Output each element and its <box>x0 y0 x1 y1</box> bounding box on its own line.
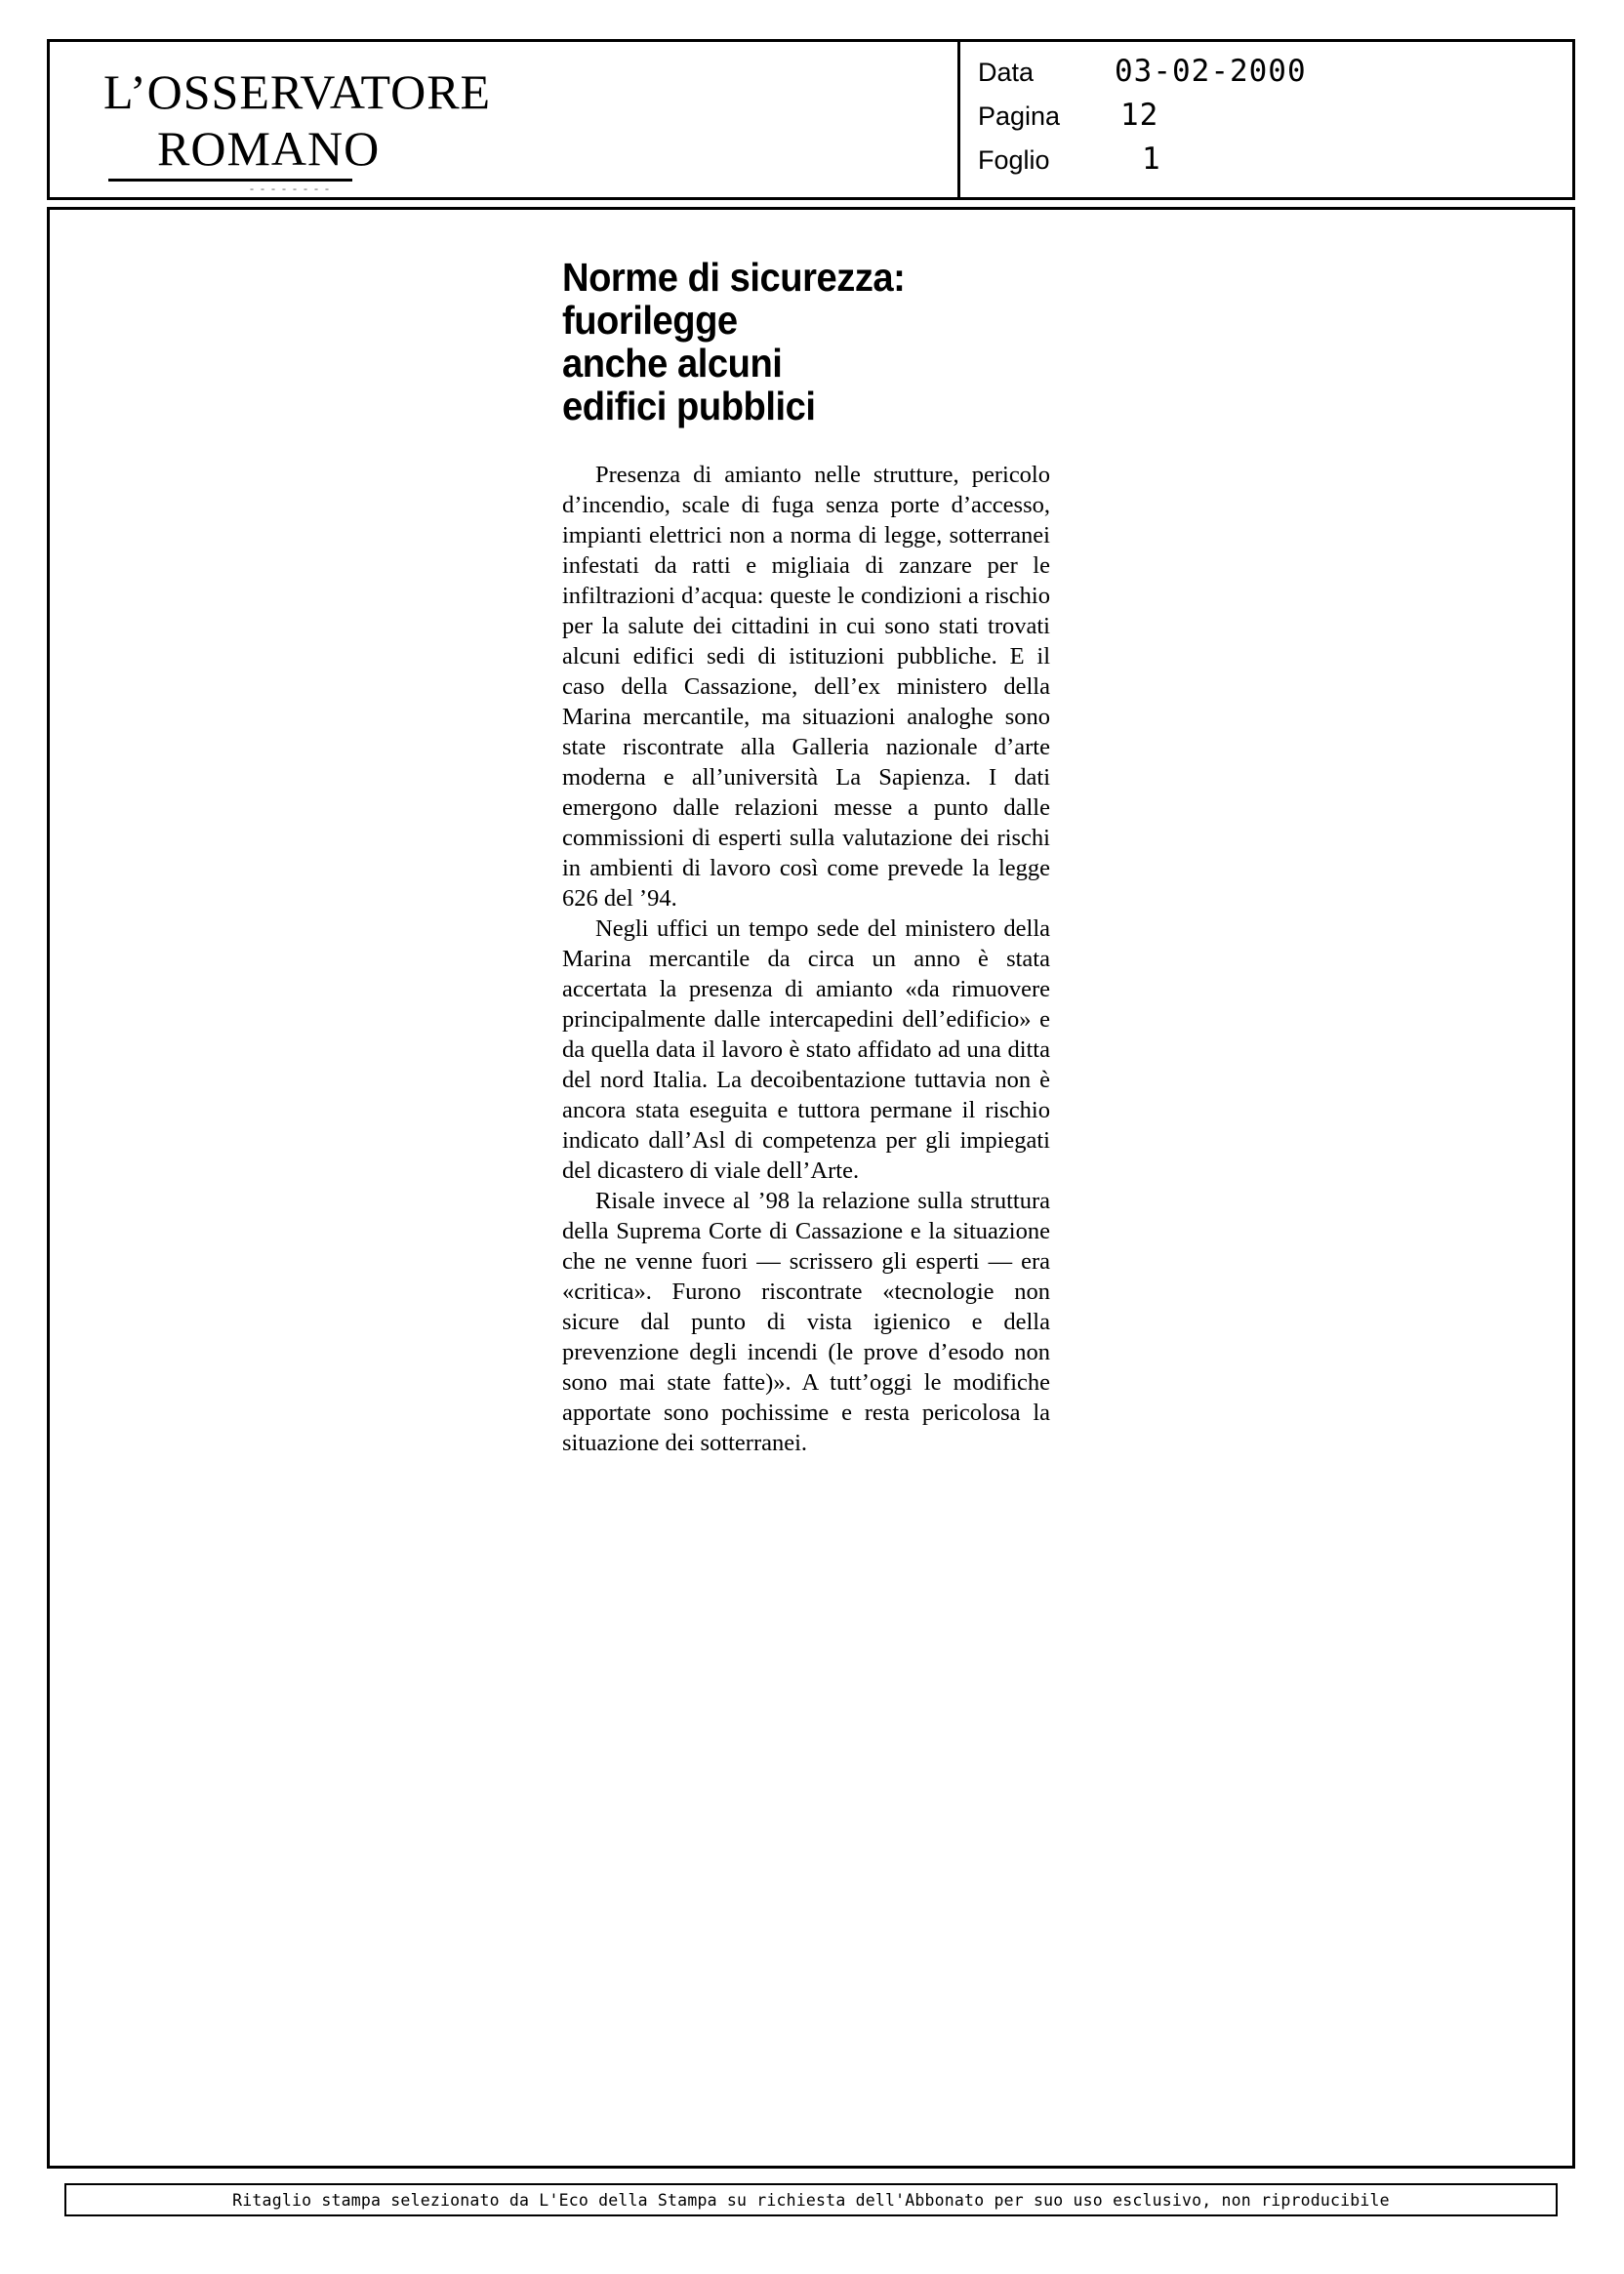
headline-line-2: fuorilegge <box>562 297 738 343</box>
metadata-row-data <box>978 54 1572 98</box>
metadata-value-data: 03-02-2000 <box>1115 54 1307 89</box>
metadata-value-foglio: 1 <box>1142 142 1161 177</box>
masthead-line-2: ROMANO <box>157 121 381 176</box>
clipping-metadata <box>957 42 1572 197</box>
metadata-row-foglio <box>978 142 1572 185</box>
article-body <box>562 461 1050 1458</box>
article-paragraph: Risale invece al ’98 la relazione sulla struttura della Suprema Corte di Cassazione e la situazione che ne venne fuori — scrissero gli esperti — era «critica». Furono riscontrate «tecnologie non sicure dal punto di vista igienico e della prevenzione degli incendi (le prove d’esodo non sono mai state fatte)». A tutt’oggi le modifiche apportate sono pochissime e resta pericolosa la situazione dei sotterranei. <box>562 1188 1050 1456</box>
clipping-body <box>47 207 1575 2169</box>
headline-line-4: edifici pubblici <box>562 383 816 428</box>
metadata-label-foglio: Foglio <box>978 145 1050 175</box>
metadata-label-pagina: Pagina <box>978 102 1061 131</box>
metadata-label-data: Data <box>978 58 1035 87</box>
headline-line-1: Norme di sicurezza: <box>562 255 906 300</box>
article-headline <box>562 257 1016 427</box>
metadata-row-pagina <box>978 98 1572 142</box>
masthead-dashed-rule: - - - - - - - - <box>250 182 331 195</box>
masthead-line-1: L’OSSERVATORE <box>103 64 492 119</box>
clipping-header <box>47 39 1575 200</box>
clipping-footer <box>64 2183 1558 2216</box>
article <box>562 257 1050 1459</box>
article-paragraph: Negli uffici un tempo sede del ministero della Marina mercantile da circa un anno è stata accertata la presenza di amianto «da rimuovere principalmente dalle intercapedini dell’edificio» e da quella data il lavoro è stato affidato ad una ditta del nord Italia. La decoibentazione tuttavia non è ancora stata eseguita e tuttora permane il rischio indicato dall’Asl di competenza per gli impiegati del dicastero di viale dell’Arte. <box>562 915 1050 1185</box>
footer-disclaimer: Ritaglio stampa selezionato da L'Eco della Stampa su richiesta dell'Abbonato per suo uso esclusivo, non riproducibile <box>232 2190 1390 2210</box>
metadata-value-pagina: 12 <box>1120 98 1159 133</box>
article-paragraph: Presenza di amianto nelle strutture, pericolo d’incendio, scale di fuga senza porte d’accesso, impianti elettrici non a norma di legge, sotterranei infestati da ratti e migliaia di zanzare per le infiltrazioni d’acqua: queste le condizioni a rischio per la salute dei cittadini in cui sono stati trovati alcuni edifici sedi di istituzioni pubbliche. E il caso della Cassazione, dell’ex ministero della Marina mercantile, ma situazioni analoghe sono state riscontrate alla Galleria nazionale d’arte moderna e all’università La Sapienza. I dati emergono dalle relazioni messe a punto dalle commissioni di esperti sulla valutazione dei rischi in ambienti di lavoro così come prevede la legge 626 del ’94. <box>562 462 1050 913</box>
headline-line-3: anche alcuni <box>562 340 783 386</box>
newspaper-masthead <box>50 42 957 197</box>
